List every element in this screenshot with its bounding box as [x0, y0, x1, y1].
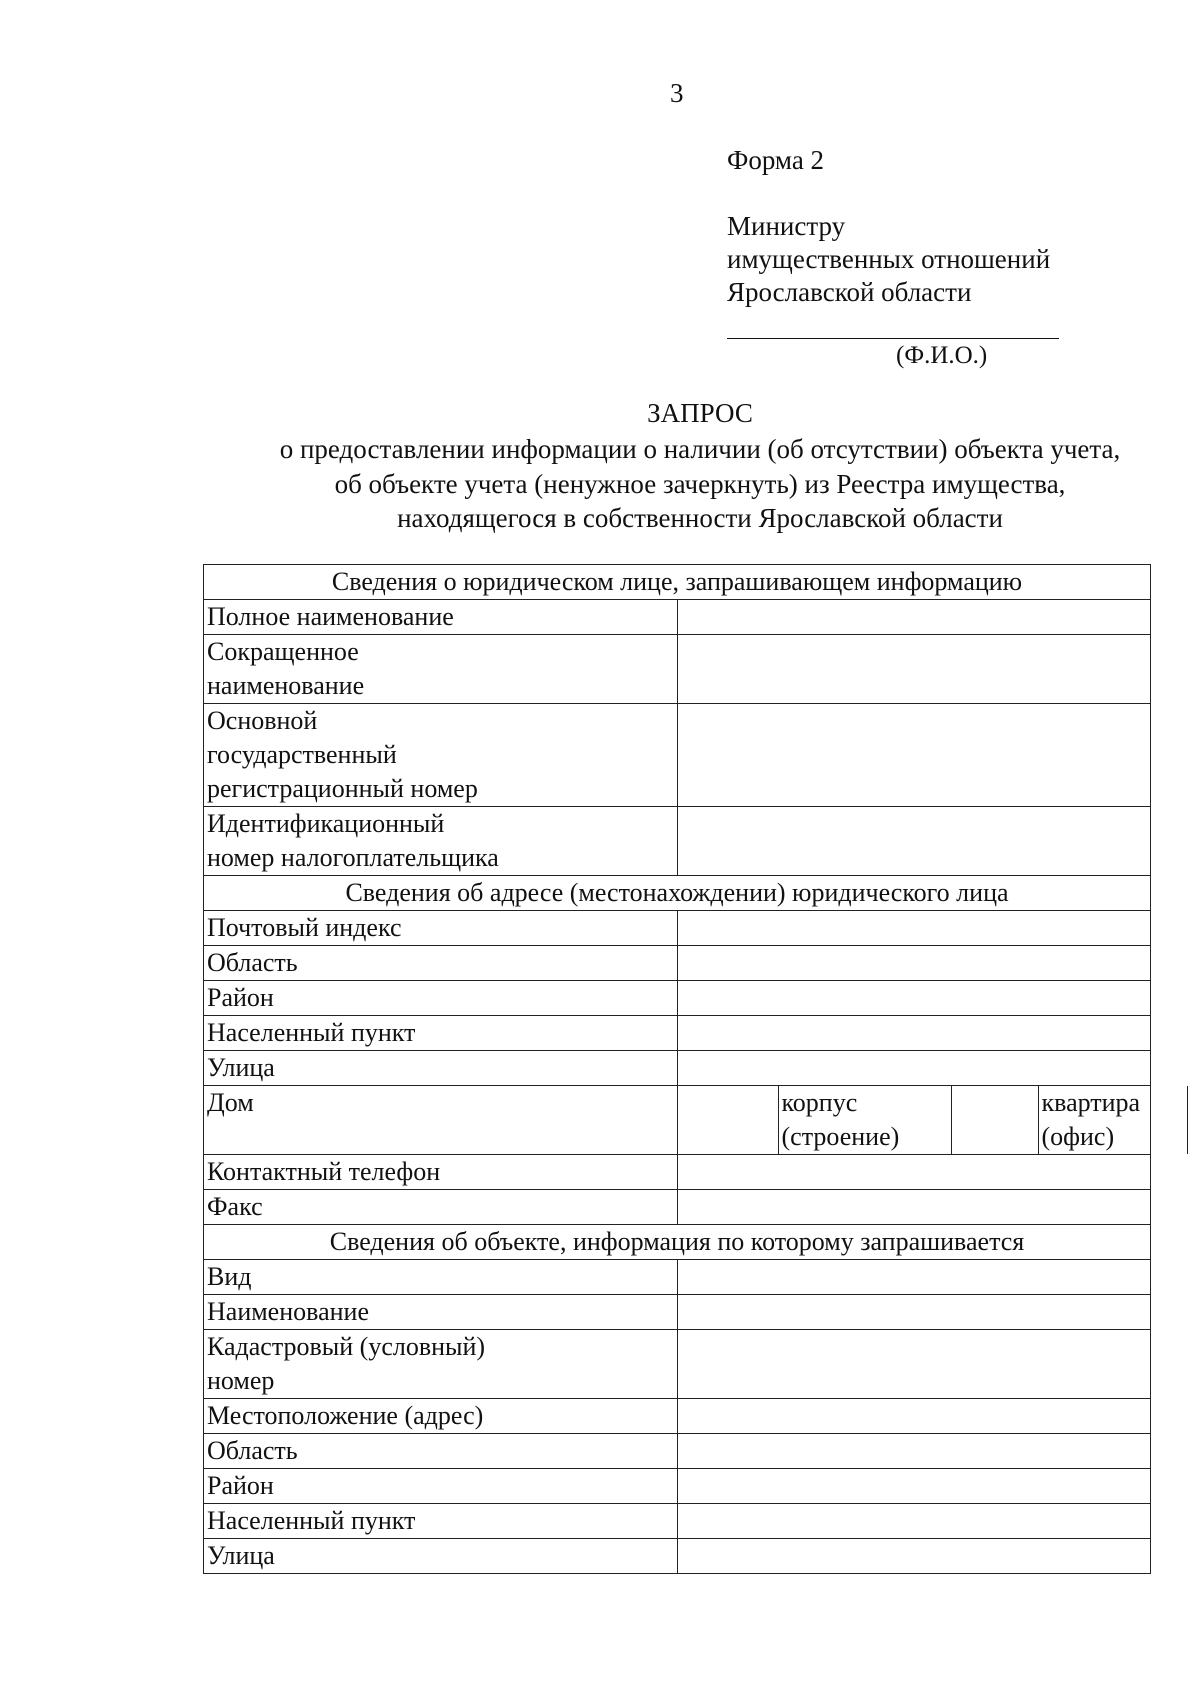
field-value-location[interactable]	[677, 1399, 1151, 1434]
table-row	[204, 1399, 1151, 1434]
form-label: Форма 2	[727, 145, 825, 175]
field-value-inn[interactable]	[677, 807, 1151, 876]
field-label-locality: Населенный пункт	[204, 1016, 678, 1051]
field-value-house[interactable]	[678, 1086, 779, 1154]
request-title: ЗАПРОС	[647, 398, 753, 428]
table-row	[204, 946, 1151, 981]
table-row	[204, 1469, 1151, 1504]
table-row	[204, 981, 1151, 1016]
table-row	[204, 1260, 1151, 1295]
field-label-street: Улица	[204, 1051, 678, 1086]
field-value-building[interactable]	[951, 1086, 1038, 1154]
field-label-building: корпус (строение)	[778, 1086, 951, 1154]
table-row	[204, 1086, 1151, 1155]
table-row	[204, 635, 1151, 704]
field-label-postal-code: Почтовый индекс	[204, 911, 678, 946]
page-number: 3	[670, 78, 684, 108]
request-subtitle: о предоставлении информации о наличии (об отсутствии) объекта учета,	[279, 434, 1121, 464]
request-form-table	[203, 564, 1151, 1574]
field-value-fax[interactable]	[677, 1190, 1151, 1225]
field-label-full-name: Полное наименование	[204, 600, 678, 635]
house-details-subtable	[678, 1086, 1188, 1154]
table-row	[204, 600, 1151, 635]
field-value-object-region[interactable]	[677, 1434, 1151, 1469]
field-value-ogrn[interactable]	[677, 704, 1151, 807]
request-subtitle: находящегося в собственности Ярославской области	[397, 503, 1003, 533]
field-value-object-name[interactable]	[677, 1295, 1151, 1330]
field-label-object-district: Район	[204, 1469, 678, 1504]
field-value-locality[interactable]	[677, 1016, 1151, 1051]
field-value-object-district[interactable]	[677, 1469, 1151, 1504]
section-header-row	[204, 876, 1151, 911]
table-row	[204, 911, 1151, 946]
field-label-short-name: Сокращенное наименование	[204, 635, 678, 704]
fio-signature-line[interactable]	[727, 338, 1059, 339]
field-label-object-region: Область	[204, 1434, 678, 1469]
section-title-object: Сведения об объекте, информация по которому запрашивается	[204, 1225, 1151, 1260]
field-value-postal-code[interactable]	[677, 911, 1151, 946]
field-label-object-type: Вид	[204, 1260, 678, 1295]
field-label-apartment: квартира (офис)	[1038, 1086, 1187, 1154]
field-value-street[interactable]	[677, 1051, 1151, 1086]
table-row	[204, 1434, 1151, 1469]
field-value-region[interactable]	[677, 946, 1151, 981]
section-header-row	[204, 1225, 1151, 1260]
table-row	[204, 1016, 1151, 1051]
field-value-phone[interactable]	[677, 1155, 1151, 1190]
field-label-district: Район	[204, 981, 678, 1016]
table-row	[204, 1190, 1151, 1225]
field-label-region: Область	[204, 946, 678, 981]
field-value-full-name[interactable]	[677, 600, 1151, 635]
table-row	[204, 807, 1151, 876]
addressee-line: Министру	[727, 211, 846, 241]
table-row	[204, 704, 1151, 807]
field-label-object-locality: Населенный пункт	[204, 1504, 678, 1539]
section-header-row	[204, 565, 1151, 600]
field-label-ogrn: Основной государственный регистрационный номер	[204, 704, 678, 807]
table-row	[204, 1155, 1151, 1190]
field-label-house: Дом	[204, 1086, 678, 1155]
table-row	[204, 1330, 1151, 1399]
request-subtitle: об объекте учета (ненужное зачеркнуть) из Реестра имущества,	[334, 469, 1066, 499]
addressee-line: имущественных отношений	[727, 244, 1051, 274]
field-label-fax: Факс	[204, 1190, 678, 1225]
section-title-address: Сведения об адресе (местонахождении) юридического лица	[204, 876, 1151, 911]
field-label-object-name: Наименование	[204, 1295, 678, 1330]
field-label-phone: Контактный телефон	[204, 1155, 678, 1190]
field-value-object-type[interactable]	[677, 1260, 1151, 1295]
field-label-cadastral-number: Кадастровый (условный) номер	[204, 1330, 678, 1399]
table-row	[204, 1051, 1151, 1086]
field-label-inn: Идентификационный номер налогоплательщика	[204, 807, 678, 876]
addressee-line: Ярославской области	[727, 277, 972, 307]
section-title-legal-entity: Сведения о юридическом лице, запрашивающем информацию	[204, 565, 1151, 600]
field-label-location: Местоположение (адрес)	[204, 1399, 678, 1434]
fio-caption: (Ф.И.О.)	[896, 342, 988, 369]
field-value-short-name[interactable]	[677, 635, 1151, 704]
field-value-object-locality[interactable]	[677, 1504, 1151, 1539]
house-details-cell	[677, 1086, 1151, 1155]
table-row	[204, 1295, 1151, 1330]
table-row	[204, 1504, 1151, 1539]
field-label-object-street: Улица	[204, 1539, 678, 1574]
table-row	[204, 1539, 1151, 1574]
field-value-cadastral-number[interactable]	[677, 1330, 1151, 1399]
field-value-object-street[interactable]	[677, 1539, 1151, 1574]
field-value-district[interactable]	[677, 981, 1151, 1016]
